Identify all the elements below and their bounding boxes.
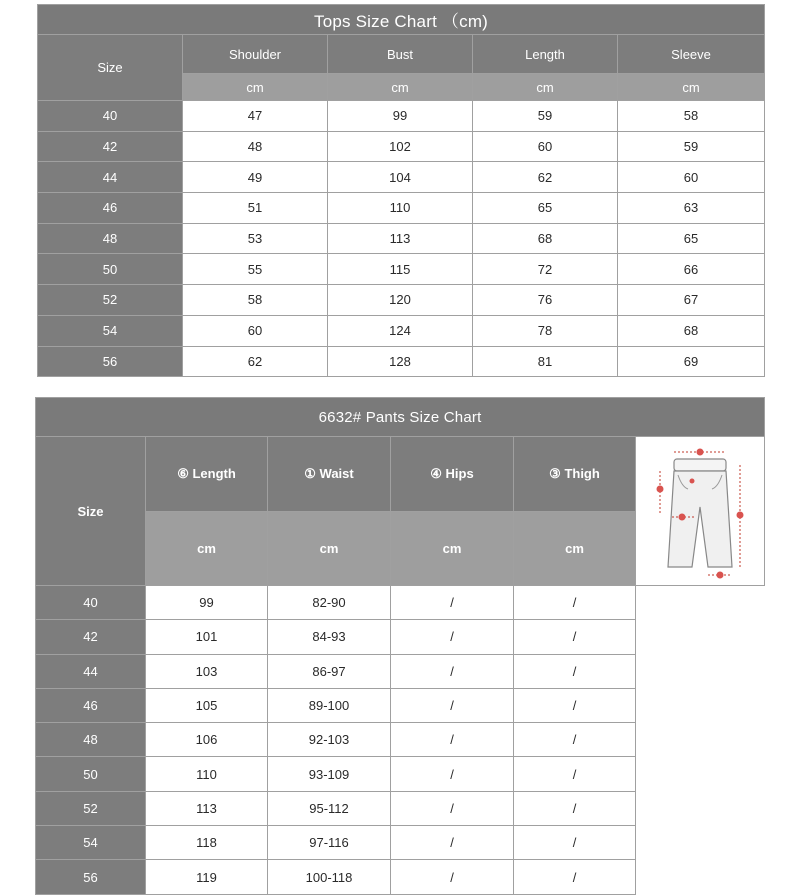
pants-value-cell: / — [514, 688, 636, 722]
tops-column-header: Bust — [328, 35, 473, 74]
tops-table-row — [38, 131, 765, 162]
pants-size-cell: 46 — [36, 688, 146, 722]
tops-size-cell: 54 — [38, 315, 183, 346]
tops-table-row — [38, 223, 765, 254]
tops-value-cell: 115 — [328, 254, 473, 285]
pants-value-cell: / — [514, 826, 636, 860]
pants-value-cell: / — [514, 791, 636, 825]
tops-table-row — [38, 101, 765, 132]
pants-size-cell: 40 — [36, 586, 146, 620]
pants-value-cell: 103 — [146, 654, 268, 688]
pants-size-header: Size — [36, 437, 146, 586]
pants-value-cell: / — [514, 723, 636, 757]
tops-unit-label: cm — [618, 74, 765, 101]
pants-value-cell: 97-116 — [268, 826, 391, 860]
tops-value-cell: 62 — [183, 346, 328, 377]
pants-table-row — [36, 586, 765, 620]
tops-value-cell: 58 — [618, 101, 765, 132]
pants-value-cell: 89-100 — [268, 688, 391, 722]
tops-value-cell: 60 — [618, 162, 765, 193]
pants-value-cell: 95-112 — [268, 791, 391, 825]
tops-value-cell: 48 — [183, 131, 328, 162]
pants-value-cell: / — [391, 723, 514, 757]
pants-column-header: ⑥ Length — [146, 437, 268, 512]
pants-value-cell: / — [514, 620, 636, 654]
pants-size-cell: 52 — [36, 791, 146, 825]
pants-value-cell: / — [514, 860, 636, 894]
pants-value-cell: 105 — [146, 688, 268, 722]
tops-value-cell: 60 — [183, 315, 328, 346]
tops-size-cell: 44 — [38, 162, 183, 193]
tops-value-cell: 124 — [328, 315, 473, 346]
pants-value-cell: 86-97 — [268, 654, 391, 688]
pants-table-row — [36, 791, 765, 825]
pants-value-cell: 84-93 — [268, 620, 391, 654]
pants-diagram-cell — [636, 437, 765, 586]
tops-table-row — [38, 285, 765, 316]
pants-value-cell: 106 — [146, 723, 268, 757]
tops-value-cell: 110 — [328, 193, 473, 224]
pants-table-row — [36, 860, 765, 894]
tops-value-cell: 68 — [618, 315, 765, 346]
tops-table-row — [38, 162, 765, 193]
tops-column-header: Shoulder — [183, 35, 328, 74]
pants-size-cell: 48 — [36, 723, 146, 757]
pants-value-cell: 113 — [146, 791, 268, 825]
tops-size-chart — [37, 4, 765, 377]
tops-size-header: Size — [38, 35, 183, 101]
tops-value-cell: 49 — [183, 162, 328, 193]
tops-value-cell: 62 — [473, 162, 618, 193]
pants-value-cell: 119 — [146, 860, 268, 894]
pants-size-chart — [35, 397, 765, 895]
pants-value-cell: / — [514, 654, 636, 688]
tops-value-cell: 63 — [618, 193, 765, 224]
pants-table-row — [36, 757, 765, 791]
pants-value-cell: / — [391, 860, 514, 894]
tops-size-cell: 56 — [38, 346, 183, 377]
tops-value-cell: 53 — [183, 223, 328, 254]
pants-value-cell: / — [391, 688, 514, 722]
tops-size-cell: 50 — [38, 254, 183, 285]
tops-value-cell: 102 — [328, 131, 473, 162]
tops-column-header: Length — [473, 35, 618, 74]
pants-size-cell: 54 — [36, 826, 146, 860]
pants-value-cell: 101 — [146, 620, 268, 654]
pants-column-header: ④ Hips — [391, 437, 514, 512]
tops-table-row — [38, 346, 765, 377]
tops-value-cell: 99 — [328, 101, 473, 132]
tops-unit-label: cm — [473, 74, 618, 101]
tops-size-cell: 40 — [38, 101, 183, 132]
pants-table-body — [36, 586, 765, 895]
pants-unit-label: cm — [268, 511, 391, 586]
pants-value-cell: 99 — [146, 586, 268, 620]
tops-table-row — [38, 254, 765, 285]
pants-size-cell: 42 — [36, 620, 146, 654]
pants-unit-label: cm — [146, 511, 268, 586]
tops-value-cell: 128 — [328, 346, 473, 377]
pants-size-cell: 44 — [36, 654, 146, 688]
tops-value-cell: 72 — [473, 254, 618, 285]
tops-value-cell: 68 — [473, 223, 618, 254]
tops-value-cell: 66 — [618, 254, 765, 285]
pants-value-cell: 82-90 — [268, 586, 391, 620]
tops-value-cell: 47 — [183, 101, 328, 132]
tops-size-cell: 52 — [38, 285, 183, 316]
tops-value-cell: 120 — [328, 285, 473, 316]
tops-value-cell: 69 — [618, 346, 765, 377]
tops-table-body — [38, 101, 765, 377]
pants-value-cell: 100-118 — [268, 860, 391, 894]
pants-size-cell: 56 — [36, 860, 146, 894]
pants-value-cell: / — [391, 826, 514, 860]
pants-value-cell: 110 — [146, 757, 268, 791]
tops-value-cell: 65 — [473, 193, 618, 224]
pants-value-cell: / — [391, 757, 514, 791]
pants-value-cell: / — [391, 620, 514, 654]
pants-size-cell: 50 — [36, 757, 146, 791]
pants-value-cell: / — [391, 586, 514, 620]
pants-table-row — [36, 620, 765, 654]
tops-value-cell: 51 — [183, 193, 328, 224]
tops-value-cell: 113 — [328, 223, 473, 254]
pants-measurement-diagram-icon — [652, 445, 748, 585]
tops-value-cell: 59 — [473, 101, 618, 132]
pants-value-cell: 93-109 — [268, 757, 391, 791]
tops-table-row — [38, 315, 765, 346]
tops-value-cell: 60 — [473, 131, 618, 162]
tops-value-cell: 78 — [473, 315, 618, 346]
tops-unit-label: cm — [328, 74, 473, 101]
tops-table-row — [38, 193, 765, 224]
tops-chart-title: Tops Size Chart （cm) — [38, 5, 765, 35]
tops-value-cell: 104 — [328, 162, 473, 193]
pants-table-row — [36, 688, 765, 722]
tops-value-cell: 76 — [473, 285, 618, 316]
tops-column-header: Sleeve — [618, 35, 765, 74]
pants-table-row — [36, 826, 765, 860]
pants-value-cell: / — [391, 791, 514, 825]
tops-unit-label: cm — [183, 74, 328, 101]
tops-value-cell: 59 — [618, 131, 765, 162]
tops-value-cell: 65 — [618, 223, 765, 254]
pants-column-header: ① Waist — [268, 437, 391, 512]
pants-table-row — [36, 654, 765, 688]
tops-value-cell: 67 — [618, 285, 765, 316]
pants-value-cell: / — [514, 757, 636, 791]
tops-value-cell: 55 — [183, 254, 328, 285]
pants-value-cell: 92-103 — [268, 723, 391, 757]
tops-size-cell: 48 — [38, 223, 183, 254]
tops-value-cell: 58 — [183, 285, 328, 316]
pants-table-row — [36, 723, 765, 757]
pants-column-header: ③ Thigh — [514, 437, 636, 512]
tops-value-cell: 81 — [473, 346, 618, 377]
tops-size-cell: 46 — [38, 193, 183, 224]
pants-unit-label: cm — [391, 511, 514, 586]
tops-size-cell: 42 — [38, 131, 183, 162]
pants-unit-label: cm — [514, 511, 636, 586]
pants-value-cell: / — [391, 654, 514, 688]
pants-value-cell: / — [514, 586, 636, 620]
pants-chart-title: 6632# Pants Size Chart — [36, 398, 765, 437]
pants-value-cell: 118 — [146, 826, 268, 860]
